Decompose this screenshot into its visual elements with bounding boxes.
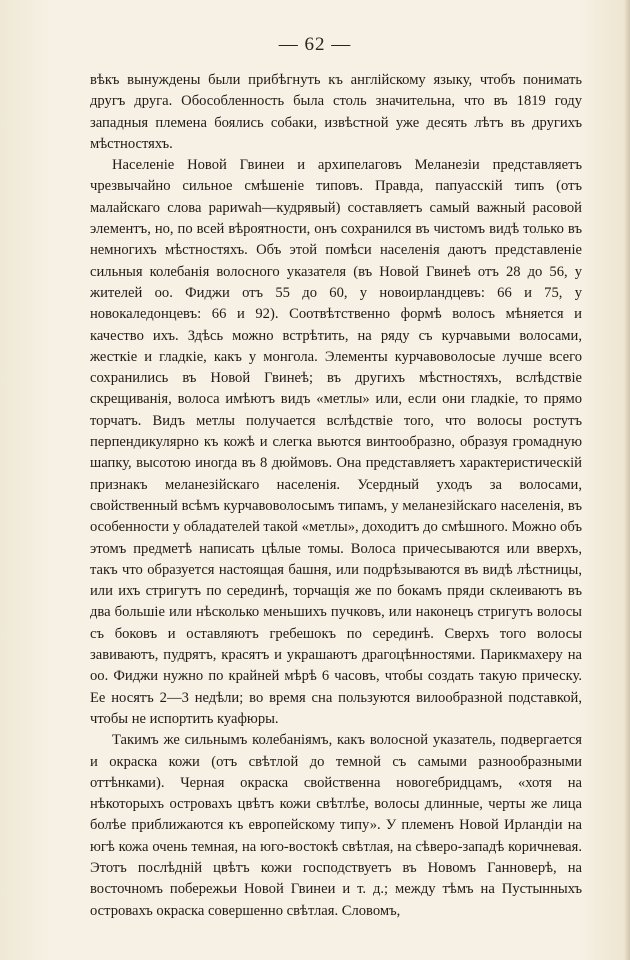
- page-body: [90, 70, 582, 922]
- paragraph-population: Населеніе Новой Гвинеи и архипелаговъ Меланезіи представляетъ чрезвычайно сильное смѣшеніе типовъ. Правда, папуасскій типъ (отъ малайскаго слова рариwah—кудрявый) составляетъ самый важный расовой элементъ, но, по всей вѣроятности, онъ сохранился въ чистомъ видѣ только въ немногихъ мѣстностяхъ. Объ этой помѣси населенія даютъ представленіе сильныя колебанія волосного указателя (въ Новой Гвинеѣ отъ 28 до 56, у жителей оо. Фиджи отъ 55 до 60, у новоирландцевъ: 66 и 75, у новокаледонцевъ: 66 и 92). Соотвѣтственно формѣ волосъ мѣняется и качество ихъ. Здѣсь можно встрѣтить, на ряду съ курчавыми волосами, жесткіе и гладкіе, какъ у монгола. Элементы курчавоволосые лучше всего сохранились въ Новой Гвинеѣ; въ другихъ мѣстностяхъ, вслѣдствіе скрещиванія, волоса имѣютъ видъ «метлы» или, если они гладкіе, то прямо торчатъ. Видъ метлы получается вслѣдствіе того, что волосы ростутъ перпендикулярно къ кожѣ и слегка вьются винтообразно, образуя громадную шапку, высотою иногда въ 8 дюймовъ. Она представляетъ характеристическій признакъ меланезійскаго населенія. Усердный уходъ за волосами, свойственный всѣмъ курчавоволосымъ типамъ, у меланезійскаго населенія, въ особенности у обладателей такой «метлы», доходитъ до смѣшного. Можно объ этомъ предметѣ написать цѣлые томы. Волоса причесываются или вверхъ, такъ что образуется настоящая башня, или подрѣзываются въ видѣ лѣстницы, или ихъ стригутъ по серединѣ, торчащія же по бокамъ пряди склеиваютъ въ два большіе или нѣсколько меньшихъ пучковъ, или наконецъ стригутъ волосы съ боковъ и оставляютъ гребешокъ по серединѣ. Сверхъ того волосы завиваютъ, пудрятъ, красятъ и украшаютъ драгоцѣнностями. Парикмахеру на оо. Фиджи нужно по крайней мѣрѣ 6 часовъ, чтобы создать такую прическу. Ее носятъ 2—3 недѣли; во время сна пользуются вилообразной подставкой, чтобы не испортить куафюры.: [90, 157, 582, 727]
- page-edge-shadow: [624, 0, 630, 960]
- paragraph-continuation: вѣкъ вынуждены были прибѣгнуть къ англійскому языку, чтобъ понимать другъ друга. Обособленность была столь значительна, что въ 1819 году западныя племена боялись собаки, извѣстной уже десять лѣтъ въ другихъ мѣстностяхъ.: [90, 72, 582, 152]
- page-number: — 62 —: [278, 34, 352, 55]
- paragraph-skin-color: Такимъ же сильнымъ колебаніямъ, какъ волосной указатель, подвергается и окраска кожи (отъ свѣтлой до темной съ самыми разнообразными оттѣнками). Черная окраска свойственна новогебридцамъ, «хотя на нѣкоторыхъ островахъ цвѣтъ кожи свѣтлѣе, волосы длинные, черты же лица болѣе приближаются къ европейскому типу». У племенъ Новой Ирландіи на югѣ кожа очень темная, на юго-востокѣ свѣтлая, на сѣверо-западѣ коричневая. Этотъ послѣдній цвѣтъ кожи господствуетъ въ Новомъ Ганноверѣ, на восточномъ побережьи Новой Гвинеи и т. д.; между тѣмъ на Пустынныхъ островахъ окраска совершенно свѣтлая. Словомъ,: [90, 732, 582, 919]
